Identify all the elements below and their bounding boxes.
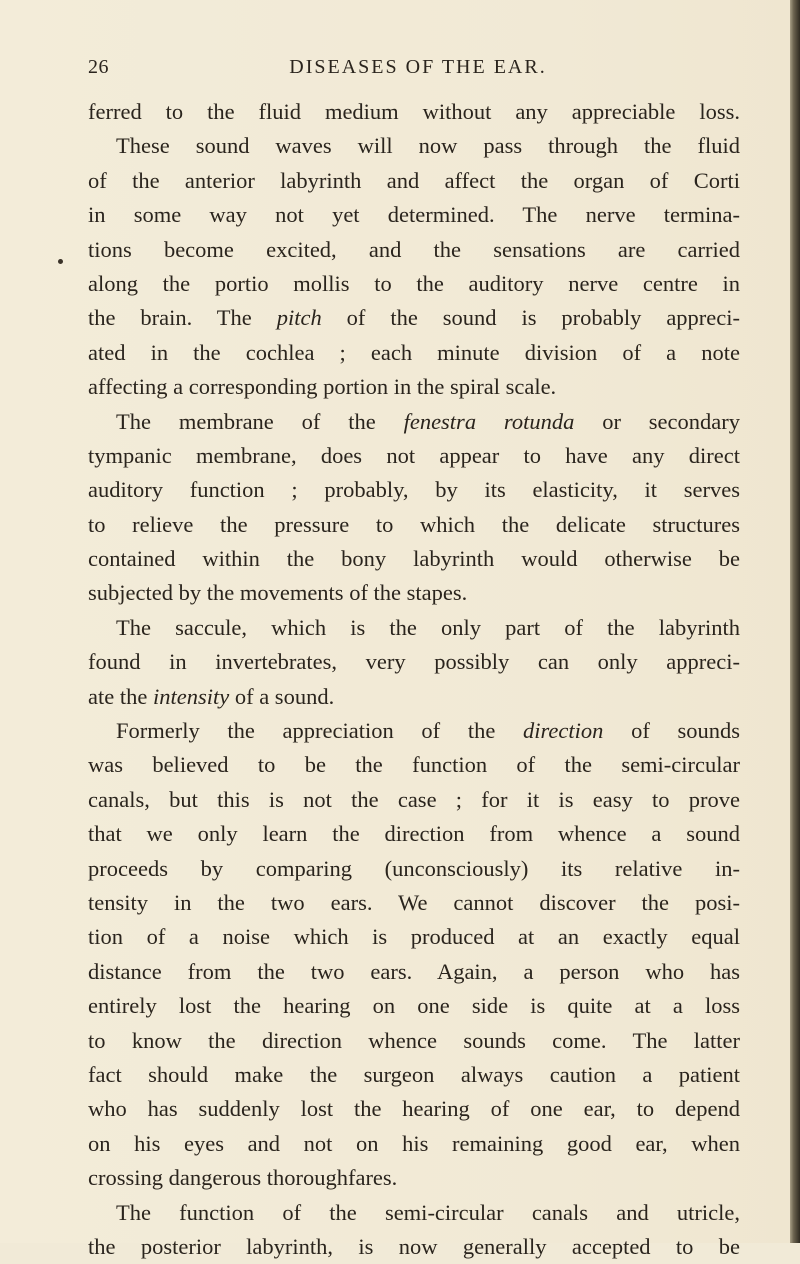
text-segment: crossing dangerous thoroughfares. bbox=[88, 1165, 398, 1191]
text-line bbox=[88, 576, 740, 610]
text-line bbox=[88, 129, 740, 163]
text-line bbox=[88, 1127, 740, 1161]
text-line bbox=[88, 680, 740, 714]
text-line bbox=[88, 95, 740, 129]
text-line bbox=[88, 370, 740, 404]
text-segment: the posterior labyrinth, is now generally accepted to be bbox=[88, 1233, 740, 1259]
text-line bbox=[88, 508, 740, 542]
text-segment: on his eyes and not on his remaining good ear, when bbox=[88, 1130, 740, 1156]
text-segment: subjected by the movements of the stapes. bbox=[88, 580, 468, 606]
text-line bbox=[88, 783, 740, 817]
text-segment: to relieve the pressure to which the delicate structures bbox=[88, 511, 740, 537]
text-segment: entirely lost the hearing on one side is quite at a loss bbox=[88, 993, 740, 1019]
page-edge-shadow bbox=[790, 0, 800, 1243]
text-line bbox=[88, 473, 740, 507]
text-line bbox=[88, 1196, 740, 1230]
text-line bbox=[88, 748, 740, 782]
text-line bbox=[88, 611, 740, 645]
text-segment: found in invertebrates, very possibly can only appreci- bbox=[88, 649, 740, 675]
text-segment: auditory function ; probably, by its elasticity, it serves bbox=[88, 477, 740, 503]
text-segment: canals, but this is not the case ; for it is easy to prove bbox=[88, 786, 740, 812]
italic-term: fenestra rotunda bbox=[403, 408, 575, 434]
text-line bbox=[88, 1161, 740, 1195]
page-number: 26 bbox=[88, 56, 109, 78]
text-segment: proceeds by comparing (unconsciously) its relative in- bbox=[88, 855, 740, 881]
text-line bbox=[88, 645, 740, 679]
text-line bbox=[88, 267, 740, 301]
text-segment: tion of a noise which is produced at an exactly equal bbox=[88, 924, 740, 950]
text-segment: ated in the cochlea ; each minute division of a note bbox=[88, 339, 740, 365]
body-text bbox=[88, 95, 740, 1264]
text-line bbox=[88, 714, 740, 748]
text-segment: distance from the two ears. Again, a person who has bbox=[88, 958, 740, 984]
text-segment: affecting a corresponding portion in the spiral scale. bbox=[88, 374, 557, 400]
text-line bbox=[88, 164, 740, 198]
text-segment: ferred to the fluid medium without any appreciable loss. bbox=[88, 99, 740, 124]
text-segment: The saccule, which is the only part of the labyrinth bbox=[116, 614, 740, 640]
text-segment: of a sound. bbox=[229, 683, 335, 709]
text-line bbox=[88, 301, 740, 335]
text-line bbox=[88, 817, 740, 851]
text-segment: tensity in the two ears. We cannot discover the posi- bbox=[88, 889, 740, 915]
text-segment: in some way not yet determined. The nerve termina- bbox=[88, 202, 740, 228]
text-line bbox=[88, 1024, 740, 1058]
text-segment: Formerly the appreciation of the bbox=[116, 718, 523, 744]
text-line bbox=[88, 1058, 740, 1092]
text-line bbox=[88, 233, 740, 267]
text-segment: along the portio mollis to the auditory nerve centre in bbox=[88, 270, 740, 296]
text-line bbox=[88, 1230, 740, 1264]
italic-term: intensity bbox=[152, 683, 230, 709]
text-segment: who has suddenly lost the hearing of one ear, to depend bbox=[88, 1096, 740, 1122]
text-line bbox=[88, 198, 740, 232]
text-segment: of the anterior labyrinth and affect the organ of Corti bbox=[88, 167, 740, 193]
text-segment: of sounds bbox=[603, 718, 740, 744]
text-line bbox=[88, 989, 740, 1023]
text-segment: of the sound is probably appreci- bbox=[321, 305, 741, 331]
text-segment: These sound waves will now pass through the fluid bbox=[116, 133, 740, 159]
text-segment: tympanic membrane, does not appear to have any direct bbox=[88, 442, 740, 468]
margin-mark bbox=[58, 259, 63, 264]
text-segment: ate the bbox=[88, 683, 153, 709]
text-line bbox=[88, 542, 740, 576]
text-line bbox=[88, 405, 740, 439]
text-line bbox=[88, 336, 740, 370]
italic-term: direction bbox=[523, 718, 604, 744]
text-segment: fact should make the surgeon always caution a patient bbox=[88, 1061, 740, 1087]
text-segment: tions become excited, and the sensations are carried bbox=[88, 236, 740, 262]
text-line bbox=[88, 439, 740, 473]
running-head: DISEASES OF THE EAR. bbox=[289, 56, 547, 78]
text-segment: The function of the semi-circular canals and utricle, bbox=[116, 1199, 740, 1225]
text-segment: contained within the bony labyrinth would otherwise be bbox=[88, 546, 740, 572]
text-line bbox=[88, 886, 740, 920]
text-segment: was believed to be the function of the semi-circular bbox=[88, 752, 740, 778]
italic-term: pitch bbox=[276, 305, 322, 331]
text-segment: The membrane of the bbox=[116, 408, 404, 434]
text-segment: to know the direction whence sounds come. The latter bbox=[88, 1027, 740, 1053]
page-header bbox=[88, 56, 748, 92]
text-line bbox=[88, 955, 740, 989]
text-segment: or secondary bbox=[574, 408, 740, 434]
text-segment: that we only learn the direction from whence a sound bbox=[88, 821, 740, 847]
text-line bbox=[88, 1092, 740, 1126]
text-segment: the brain. The bbox=[88, 305, 277, 331]
text-line bbox=[88, 852, 740, 886]
text-line bbox=[88, 920, 740, 954]
